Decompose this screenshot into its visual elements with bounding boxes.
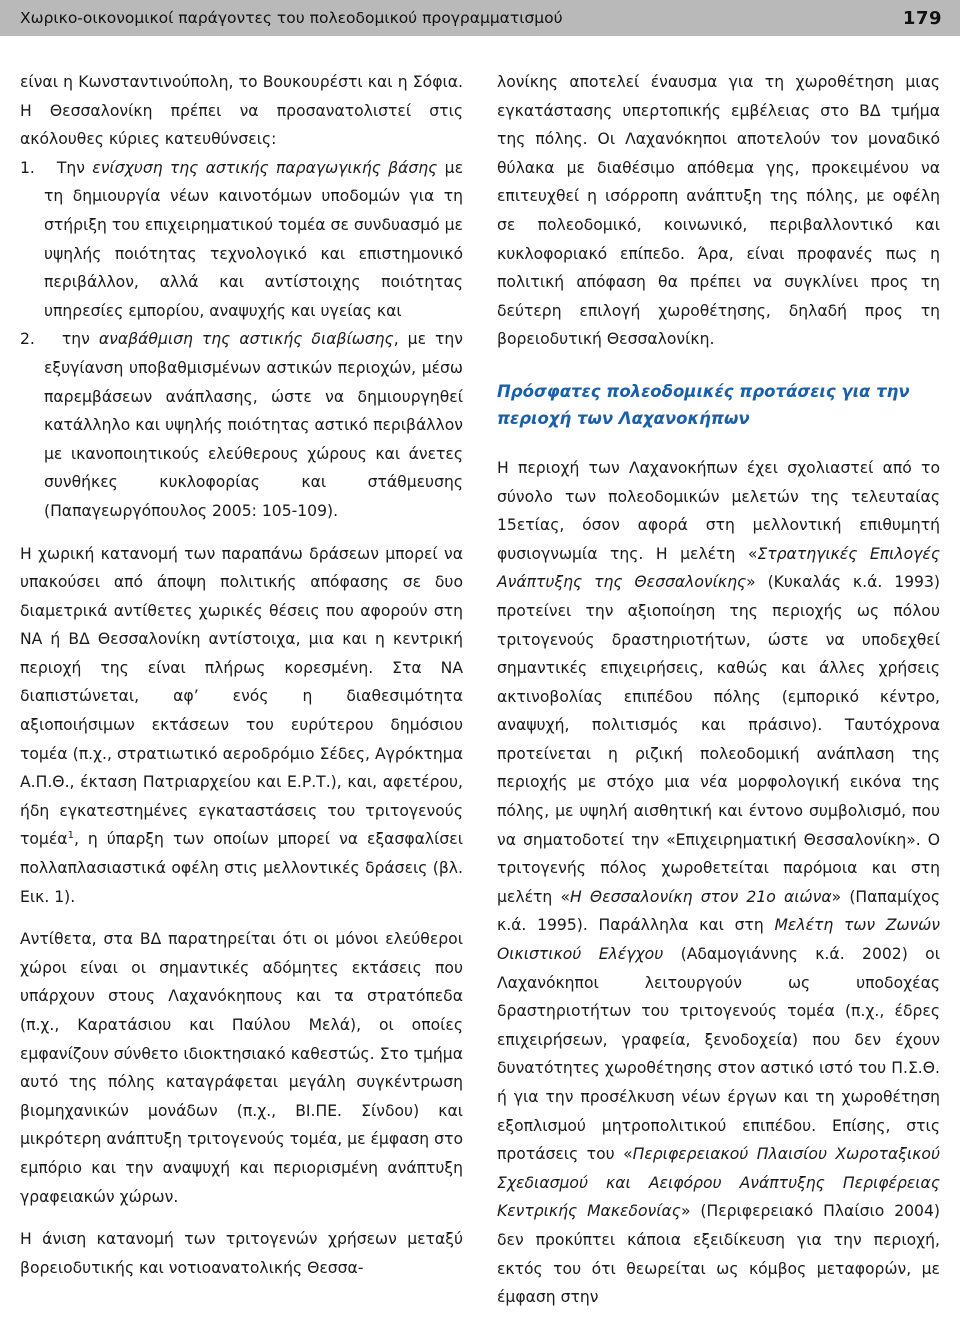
body-paragraph: Αντίθετα, στα ΒΔ παρατηρείται ότι οι μόνοι ελεύθεροι χώροι είναι οι σημαντικές αδόμητες εκτάσεις που υπάρχουν στους Λαχανόκηπους και τα στρατόπεδα (π.χ., Καρατάσιου και Παύλου Μελά), οι οποίες εμφανίζουν σύνθετο ιδιοκτησιακό καθεστώς. Στο τμήμα αυτό της πόλης καταγράφεται μεγάλη συγκέντρωση βιομηχανικών μονάδων (π.χ., ΒΙ.ΠΕ. Σίνδου) και μικρότερη ανάπτυξη τριτογενούς τομέα, με έμφαση στο εμπόριο και την αναψυχή και περιορισμένη ανάπτυξη γραφειακών χώρων. xyxy=(20,930,463,1206)
left-column xyxy=(20,68,463,1282)
list-item-2: 2. την αναβάθμιση της αστικής διαβίωσης, με την εξυγίανση υποβαθμισμένων αστικών περιοχών, μέσω παρεμβάσεων ανάπλασης, ώστε να δημιουργηθεί κατάλληλο και υψηλής ποιότητας αστικό περιβάλλον με ικανοποιητικούς ελεύθερους χώρους και άνετες συνθήκες κυκλοφορίας και στάθμευσης (Παπαγεωργόπουλος 2005: 105-109). xyxy=(20,330,463,520)
running-header xyxy=(0,0,960,36)
intro-paragraph: είναι η Κωνσταντινούπολη, το Βουκουρέστι και η Σόφια. Η Θεσσαλονίκη πρέπει να προσανατολιστεί στις ακόλουθες κύριες κατευθύνσεις: xyxy=(20,73,463,149)
running-title: Χωρικο-οικονομικοί παράγοντες του πολεοδομικού προγραμματισμού xyxy=(20,9,563,27)
body-paragraph: λονίκης αποτελεί έναυσμα για τη χωροθέτηση μιας εγκατάστασης υπερτοπικής εμβέλειας στο ΒΔ τμήμα της πόλης. Οι Λαχανόκηποι αποτελούν τον μοναδικό θύλακα με διαθέσιμο απόθεμα γης, προκειμένου να επιτευχθεί η ισόρροπη ανάπτυξη της πόλης, με οφέλη σε πολεοδομικό, κοινωνικό, περιβαλλοντικό και κυκλοφοριακό επίπεδο. Άρα, είναι προφανές πως η πολιτική απόφαση θα πρέπει να συγκλίνει προς τη δεύτερη επιλογή χωροθέτησης, δηλαδή προς τη βορειοδυτική Θεσσαλονίκη. xyxy=(497,73,940,349)
emphasis: ενίσχυση της αστικής παραγωγικής βάσης xyxy=(92,158,438,177)
body-paragraph: Η περιοχή των Λαχανοκήπων έχει σχολιαστεί από το σύνολο των πολεοδομικών μελετών της τελευταίας 15ετίας, όσον αφορά στη μελλοντική επιθυμητή φυσιογνωμία της. Η μελέτη «Στρατηγικές Επιλογές Ανάπτυξης της Θεσσαλονίκης» (Κυκαλάς κ.ά. 1993) προτείνει την αξιοποίηση της περιοχής ως πόλου τριτογενούς δραστηριοτήτων, ώστε να υποδεχθεί σημαντικές επιχειρήσεις, καθώς και άλλες χρήσεις ακτινοβολίας επιπέδου πόλης (εμπορικό κέντρο, αναψυχή, πολιτισμός και πράσινο). Ταυτόχρονα προτείνεται η ριζική πολεοδομική ανάπλαση της περιοχής με στόχο μια νέα μορφολογική εικόνα της πόλης, με υψηλή αισθητική και έντονο συμβολισμό, που να σηματοδοτεί την «Επιχειρηματική Θεσσαλονίκη». Ο τριτογενής πόλος χωροθετείται παρόμοια και στη μελέτη «Η Θεσσαλονίκη στον 21ο αιώνα» (Παπαμίχος κ.ά. 1995). Παράλληλα και στη Μελέτη των Ζωνών Οικιστικού Ελέγχου (Αδαμογιάννης κ.ά. 2002) οι Λαχανόκηποι λειτουργούν ως υποδοχέας δραστηριοτήτων του τριτογενούς τομέα (π.χ., έδρες επιχειρήσεων, γραφεία, ξενοδοχεία) που δεν έχουν δυνατότητες χωροθέτησης στον αστικό ιστό του Π.Σ.Θ. ή για την προσέλκυση νέων έργων και τη χωροθέτηση εξοπλισμού μητροπολιτικού επιπέδου. Επίσης, στις προτάσεις του «Περιφερειακού Πλαισίου Χωροταξικού Σχεδιασμού και Αειφόρου Ανάπτυξης Περιφέρειας Κεντρικής Μακεδονίας» (Περιφερειακό Πλαίσιο 2004) δεν προκύπτει κάποια εξειδίκευση για την περιοχή, εκτός του ότι θεωρείται ως κόμβος μεταφορών, με έμφαση στην xyxy=(497,458,941,1307)
body-paragraph: Η χωρική κατανομή των παραπάνω δράσεων μπορεί να υπακούσει από άποψη πολιτικής απόφασης σε δυο διαμετρικά αντίθετες χωρικές θέσεις που αφορούν στη ΝΑ ή ΒΔ Θεσσαλονίκη αντίστοιχα, μια και η κεντρική περιοχή της είναι πλήρως κορεσμένη. Στα ΝΑ διαπιστώνεται, αφ’ ενός η διαθεσιμότητα αξιοποιήσιμων εκτάσεων του ευρύτερου δημόσιου τομέα (π.χ., στρατιωτικό αεροδρόμιο Σέδες, Αγρόκτημα Α.Π.Θ., έκταση Πατριαρχείου και Ε.Ρ.Τ.), και, αφετέρου, ήδη εγκατεστημένες εγκαταστάσεις του τριτογενούς τομέα$^1$, η ύπαρξη των οποίων μπορεί να εξασφαλίσει πολλαπλασιαστικά οφέλη στις μελλοντικές δράσεις (βλ. Εικ. 1). xyxy=(20,544,463,906)
emphasis: Η Θεσσαλονίκη στον 21ο αιώνα xyxy=(570,887,832,906)
page-number: 179 xyxy=(902,7,942,29)
list-number: 2. xyxy=(20,330,35,349)
emphasis: αναβάθμιση της αστικής διαβίωσης xyxy=(98,330,394,349)
emphasis: Περιφερειακού Πλαισίου Χωροταξικού Σχεδιασμού και Αειφόρου Ανάπτυξης Περιφέρειας Κεντρικής Μακεδονίας xyxy=(497,1145,940,1221)
emphasis: Στρατηγικές Επιλογές Ανάπτυξης της Θεσσαλονίκης xyxy=(497,544,940,592)
right-column xyxy=(497,68,940,1312)
section-heading: Πρόσφατες πολεοδομικές προτάσεις για την περιοχή των Λαχανοκήπων xyxy=(497,381,910,428)
list-item-1: 1. Την ενίσχυση της αστικής παραγωγικής βάσης με τη δημιουργία νέων καινοτόμων υποδομών για τη στήριξη του επιχειρηματικού τομέα σε συνδυασμό με υψηλής ποιότητας τεχνολογικό και επιστημονικό περιβάλλον, αλλά και αντίστοιχης ποιότητας υπηρεσίες εμπορίου, αναψυχής και υγείας και xyxy=(20,158,464,320)
list-number: 1. xyxy=(20,158,35,177)
body-paragraph: Η άνιση κατανομή των τριτογενών χρήσεων μεταξύ βορειοδυτικής και νοτιοανατολικής Θεσσα- xyxy=(20,1230,463,1277)
footnote-ref[interactable]: 1 xyxy=(67,830,74,842)
emphasis: Μελέτη των Ζωνών Οικιστικού Ελέγχου xyxy=(497,916,941,964)
